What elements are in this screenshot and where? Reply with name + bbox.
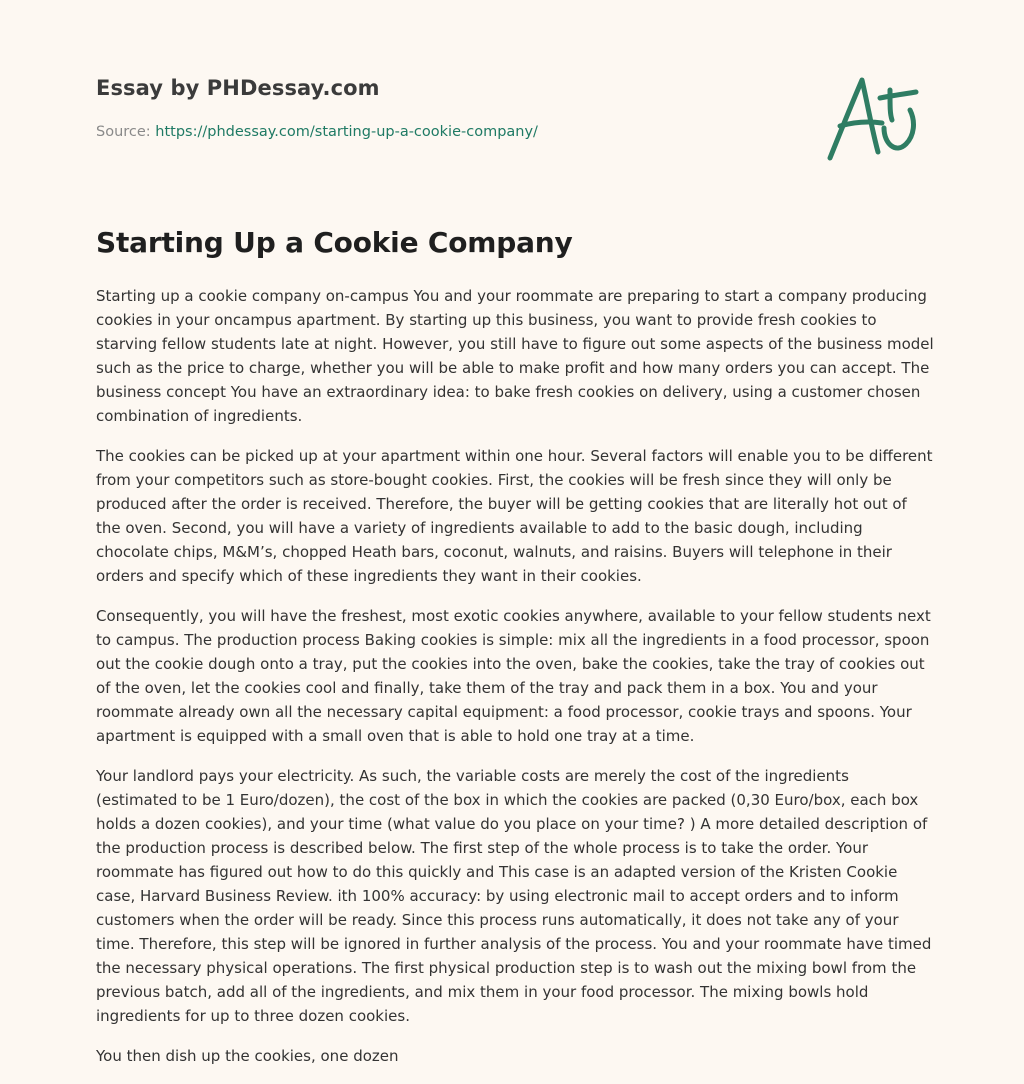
essay-paragraph: The cookies can be picked up at your apartment within one hour. Several factors will enable you to be different from your competitors such as store-bought cookies. First, the cookies will be fresh since they will only be produced after the order is received. Therefore, the buyer will be getting cookies that are literally hot out of the oven. Second, you will have a variety of ingredients available to add to the basic dough, including chocolate chips, M&M’s, chopped Heath bars, coconut, walnuts, and raisins. Buyers will telephone in their orders and specify which of these ingredients they want in their cookies. <box>96 447 933 585</box>
essay-paragraph: Starting up a cookie company on-campus You and your roommate are preparing to start a company producing cookies in your oncampus apartment. By starting up this business, you want to provide fresh cookies to starving fellow students late at night. However, you still have to figure out some aspects of the business model such as the price to charge, whether you will be able to make profit and how many orders you can accept. The business concept You have an extraordinary idea: to bake fresh cookies on delivery, using a customer chosen combination of ingredients. <box>96 287 934 425</box>
source-label: Source: <box>96 124 151 140</box>
essay-paragraph: Consequently, you will have the freshest, most exotic cookies anywhere, available to your fellow students next to campus. The production process Baking cookies is simple: mix all the ingredients in a food processor, spoon out the cookie dough onto a tray, put the cookies into the oven, bake the cookies, take the tray of cookies out of the oven, let the cookies cool and finally, take them of the tray and pack them in a box. You and your roommate already own all the necessary capital equipment: a food processor, cookie trays and spoons. Your apartment is equipped with a small oven that is able to hold one tray at a time. <box>96 607 931 745</box>
source-link[interactable]: https://phdessay.com/starting-up-a-cookie-company/ <box>155 124 538 140</box>
essay-paragraph: Your landlord pays your electricity. As such, the variable costs are merely the cost of the ingredients (estimated to be 1 Euro/dozen), the cost of the box in which the cookies are packed (0,30 Euro/box, each box holds a dozen cookies), and your time (what value do you place on your time? ) A more detailed description of the production process is described below. The first step of the whole process is to take the order. Your roommate has figured out how to do this quickly and This case is an adapted version of the Kristen Cookie case, Harvard Business Review. ith 100% accuracy: by using electronic mail to accept orders and to inform customers when the order will be ready. Since this process runs automatically, it does not take any of your time. Therefore, this step will be ignored in further analysis of the process. You and your roommate have timed the necessary physical operations. The first physical production step is to wash out the mixing bowl from the previous batch, add all of the ingredients, and mix them in your food processor. The mixing bowls hold ingredients for up to three dozen cookies. <box>96 767 932 1025</box>
essay-paragraph: You then dish up the cookies, one dozen <box>96 1047 399 1065</box>
essay-title: Starting Up a Cookie Company <box>96 226 573 259</box>
source-line <box>96 124 538 140</box>
a-plus-logo-icon <box>824 68 924 164</box>
page-header <box>96 0 928 200</box>
site-brand: Essay by PHDessay.com <box>96 76 380 100</box>
essay-body <box>96 284 934 1084</box>
